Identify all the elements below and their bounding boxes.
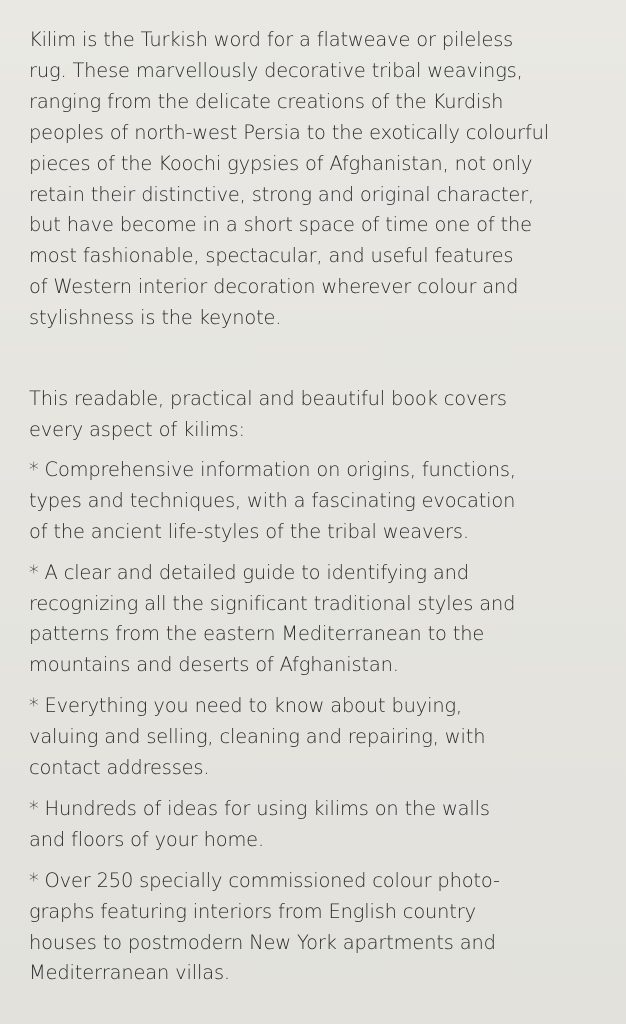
feature-bullet-origins: * Comprehensive information on origins, functions, types and techniques, with a fascinating evocation of the ancient life-styles of the tribal weavers. bbox=[29, 457, 516, 543]
feature-bullet-styles-guide: * A clear and detailed guide to identifying and recognizing all the significant traditional styles and patterns from the eastern Mediterranean to the mountains and deserts of Afghanistan. bbox=[29, 560, 516, 677]
lead-paragraph: This readable, practical and beautiful book covers every aspect of kilims: bbox=[29, 387, 507, 441]
intro-paragraph: Kilim is the Turkish word for a flatweave or pileless rug. These marvellously decorative tribal weavings, ranging from the delicate creations of the Kurdish peoples of north-west Persia to the exotically colourful pieces of the Koochi gypsies of Afghanistan, not only retain their distinctive, strong and original character, but have become in a short space of time one of the most fashionable, spectacular, and useful features of Western interior decoration wherever colour and stylishness is the keynote. bbox=[29, 28, 549, 330]
feature-bullet-ideas: * Hundreds of ideas for using kilims on the walls and floors of your home. bbox=[29, 796, 490, 851]
feature-bullet-photographs: * Over 250 specially commissioned colour photo- graphs featuring interiors from English country houses to postmodern New York apartments and Mediterranean villas. bbox=[29, 868, 500, 985]
feature-bullet-buying: * Everything you need to know about buying, valuing and selling, cleaning and repairing, with contact addresses. bbox=[29, 694, 486, 780]
